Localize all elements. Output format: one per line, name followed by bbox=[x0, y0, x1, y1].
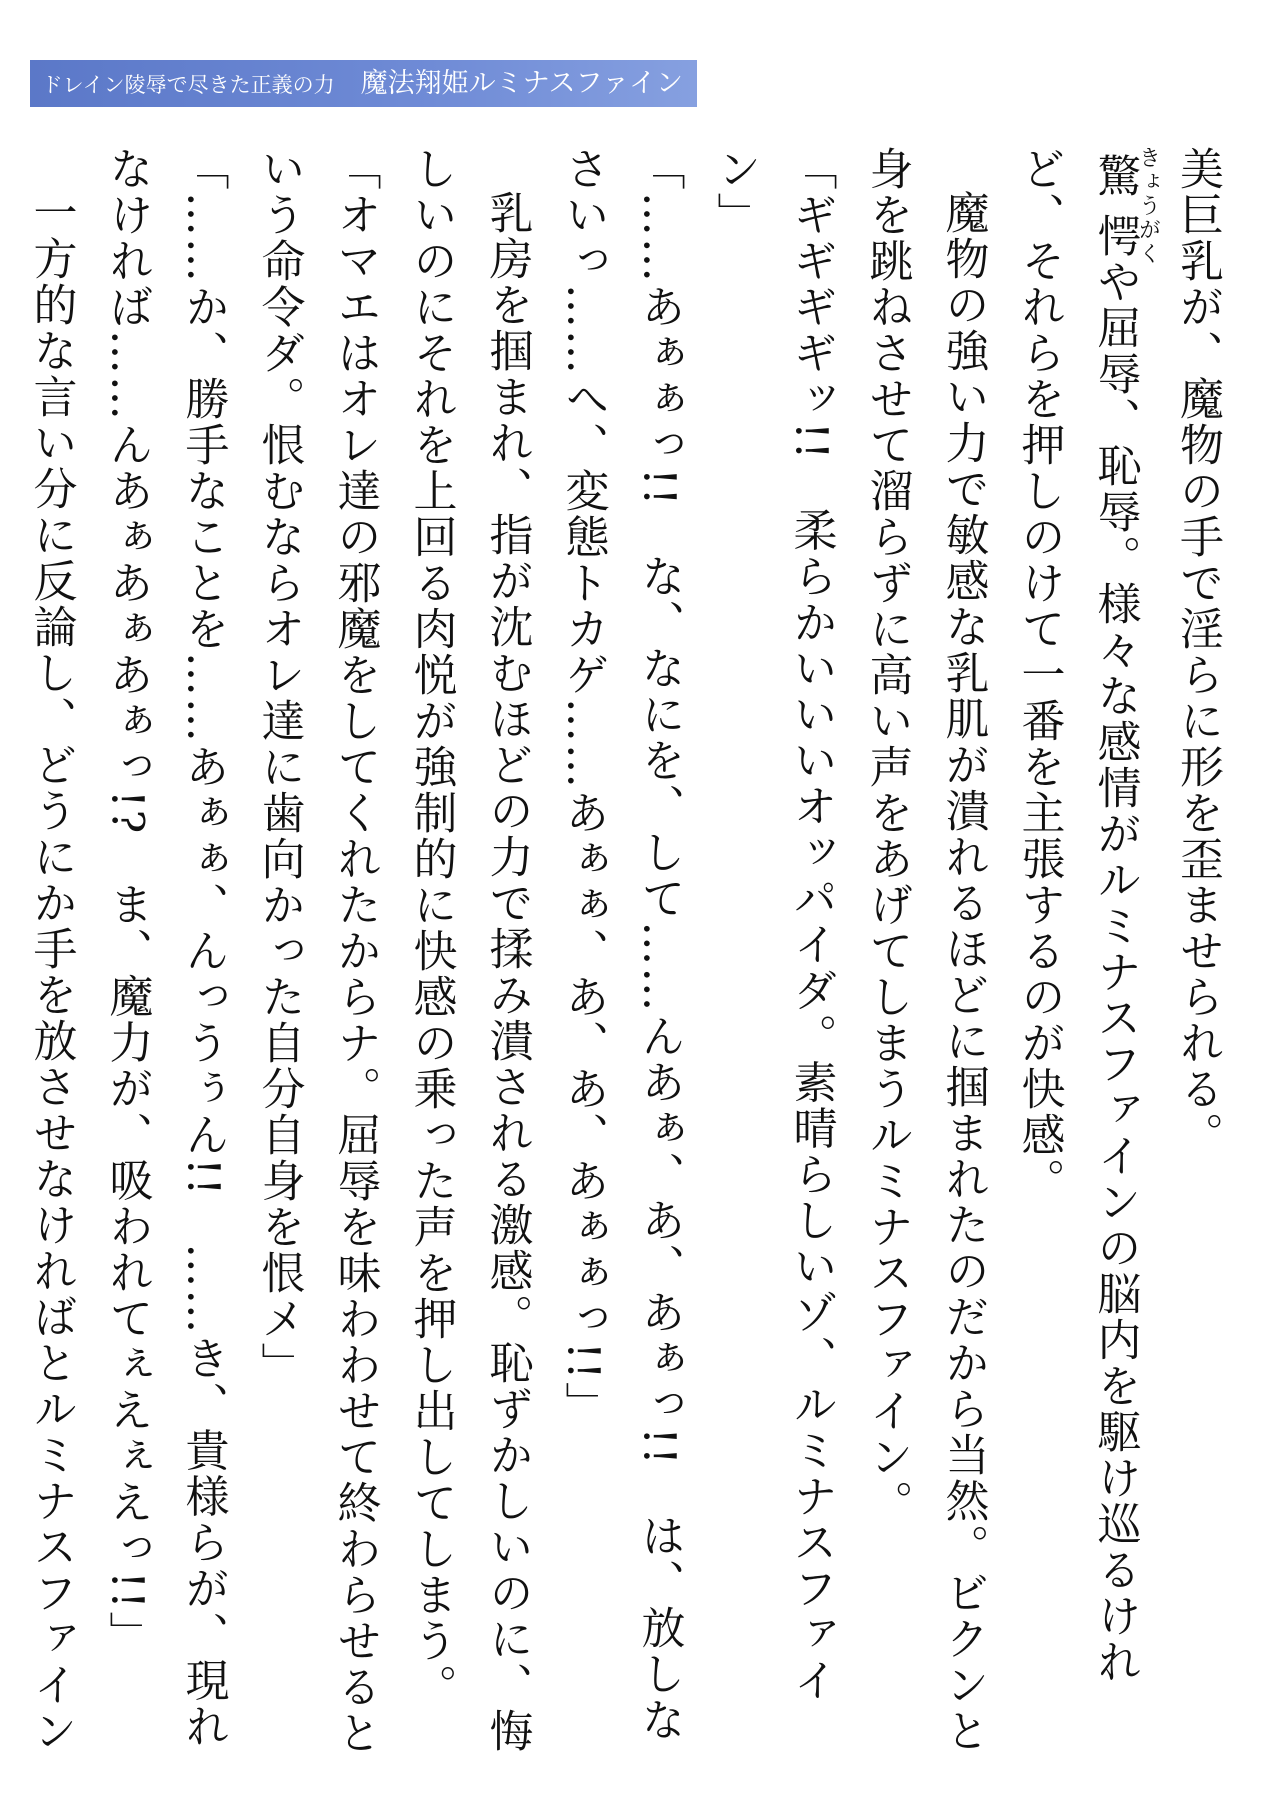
dialogue: 「……あぁぁっ!! な、なにを、して……んあぁ、あ、あぁっ!! は、放しなさいっ……へ、変態トカゲ……あぁぁ、あ、あ、あぁぁっ!!」 bbox=[557, 146, 685, 1743]
book-title: 魔法翔姫ルミナスファイン bbox=[360, 68, 683, 99]
running-header bbox=[30, 60, 697, 107]
paragraph-rest: や屈辱、恥辱。様々な感情がルミナスファインの脳内を駆け巡るけれど、それらを押しのけて一番を主張するのが快感。 bbox=[1013, 146, 1141, 1685]
paragraph: 美巨乳が、魔物の手で淫らに形を歪ませられる。 bbox=[1172, 146, 1223, 1158]
paragraph: 乳房を掴まれ、指が沈むほどの力で揉み潰される激感。恥ずかしいのに、悔しいのにそれを上回る肉悦が強制的に快感の乗った声を押し出してしまう。 bbox=[405, 146, 533, 1754]
ruby-word bbox=[1089, 146, 1161, 266]
running-header-text bbox=[42, 60, 683, 107]
series-title: ドレイン陵辱で尽きた正義の力 bbox=[41, 73, 335, 97]
paragraph-with-ruby bbox=[1001, 146, 1160, 1766]
ruby-base: 驚愕 bbox=[1089, 146, 1141, 266]
dialogue: 「オマエはオレ達の邪魔をしてくれたからナ。屈辱を味わわせて終わらせるという命令ダ。恨むならオレ達に歯向かった自分自身を恨メ」 bbox=[253, 146, 381, 1756]
paragraph: 一方的な言い分に反論し、どうにか手を放させなければとルミナスファイン bbox=[25, 190, 77, 1754]
body-text bbox=[25, 146, 1235, 1766]
ruby-reading: きょうがく bbox=[1135, 146, 1161, 266]
paragraph: 魔物の強い力で敏感な乳肌が潰れるほどに掴まれたのだから当然。ビクンと身を跳ねさせて溜らずに高い声をあげてしまうルミナスファイン。 bbox=[861, 146, 989, 1754]
dialogue: 「ギギギギッ!! 柔らかいいいオッパイダ。素晴らしいゾ、ルミナスファイン」 bbox=[709, 146, 837, 1704]
dialogue: 「……か、勝手なことを……あぁぁ、んっうぅん!! ……き、貴様らが、現れなければ……んあぁあぁあぁっ!? ま、魔力が、吸われてぇえぇえっ!!」 bbox=[101, 146, 229, 1750]
